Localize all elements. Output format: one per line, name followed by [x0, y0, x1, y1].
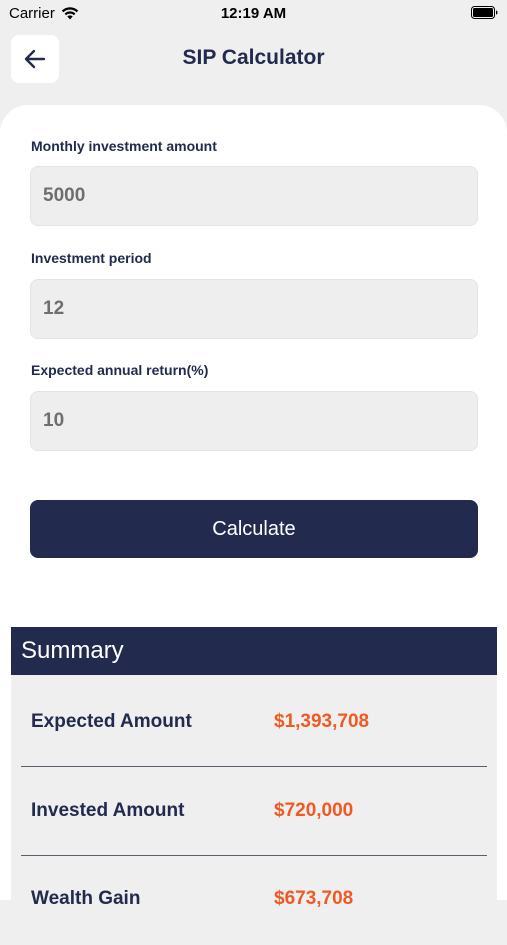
summary-header: [11, 627, 497, 675]
summary-row-invested: [11, 767, 497, 856]
page-title: SIP Calculator: [182, 46, 325, 69]
carrier-label: Carrier: [9, 5, 55, 22]
wealth-gain-label: Wealth Gain: [31, 888, 141, 909]
summary-panel: [11, 675, 497, 909]
monthly-investment-input[interactable]: [30, 166, 478, 226]
monthly-investment-label: Monthly investment amount: [31, 138, 217, 154]
investment-period-label: Investment period: [31, 250, 152, 266]
summary-row-wealth-gain: [11, 856, 497, 945]
annual-return-input[interactable]: [30, 391, 478, 451]
summary-row-expected: [11, 675, 497, 764]
summary-title: Summary: [21, 637, 124, 664]
calculate-button[interactable]: Calculate: [30, 500, 478, 558]
battery-icon: [471, 6, 498, 19]
invested-amount-value: $720,000: [274, 800, 354, 821]
invested-amount-label: Invested Amount: [31, 800, 185, 821]
investment-period-input[interactable]: [30, 279, 478, 339]
status-bar: [0, 0, 507, 28]
expected-amount-label: Expected Amount: [31, 711, 192, 732]
wealth-gain-value: $673,708: [274, 888, 354, 909]
annual-return-label: Expected annual return(%): [31, 362, 209, 378]
status-time: 12:19 AM: [220, 5, 287, 22]
expected-amount-value: $1,393,708: [274, 711, 370, 732]
